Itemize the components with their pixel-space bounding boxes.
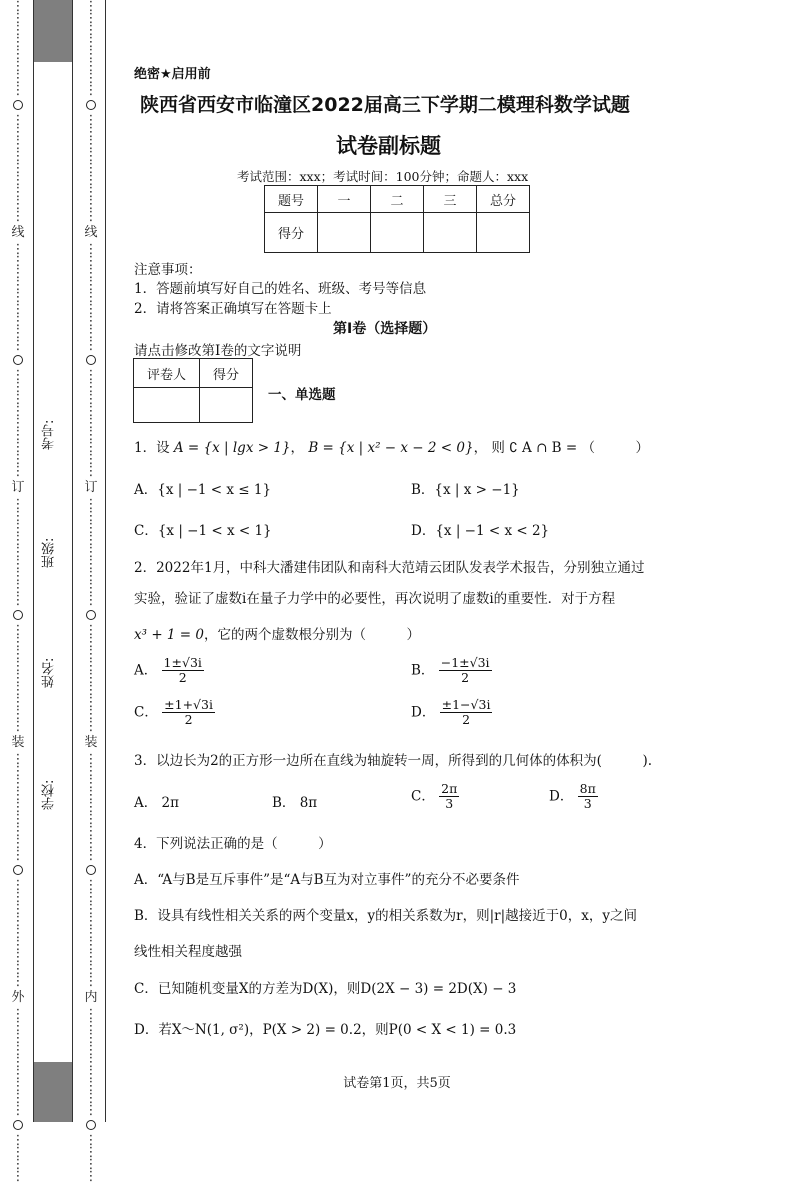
q2-line-2: 实验，验证了虚数i在量子力学中的必要性，再次说明了虚数i的重要性．对于方程 <box>134 591 616 607</box>
field-class[interactable]: 班级: <box>42 537 57 568</box>
dot-mark: ⋮ <box>84 824 98 839</box>
dot-mark: ⋮ <box>11 581 25 596</box>
dot-mark: ⋮ <box>84 440 98 455</box>
exam-subtitle: 试卷副标题 <box>336 134 441 158</box>
option-label: A． <box>134 662 158 679</box>
dot-mark: ⋮ <box>84 962 98 977</box>
dot-mark: ⋮ <box>11 266 25 281</box>
dot-mark: ⋮ <box>11 800 25 815</box>
q2-line-3 <box>134 623 420 643</box>
circle-mark <box>86 355 96 365</box>
dot-mark: ⋮ <box>11 185 25 200</box>
dot-mark: ⋮ <box>11 1091 25 1106</box>
dot-mark: ⋮ <box>84 557 98 572</box>
dot-mark: ⋮ <box>11 404 25 419</box>
dot-mark: ⋮ <box>84 368 98 383</box>
outer-dotted-line <box>11 0 25 1184</box>
field-exam-number[interactable]: 考号: <box>42 419 57 450</box>
binding-mark: 订 <box>84 480 98 495</box>
dot-mark: ⋮ <box>84 683 98 698</box>
dot-mark: ⋮ <box>84 788 98 803</box>
dot-mark: ⋮ <box>84 1007 98 1022</box>
dot-mark: ⋮ <box>11 509 25 524</box>
dot-mark: ⋮ <box>11 1019 25 1034</box>
q4-option-b-cont: 线性相关程度越强 <box>134 944 242 960</box>
q2-option-c[interactable] <box>134 698 215 728</box>
field-name[interactable]: 姓名: <box>42 657 57 688</box>
score-header: 总分 <box>477 186 530 213</box>
dot-mark: ⋮ <box>84 464 98 479</box>
dot-mark: ⋮ <box>11 1145 25 1160</box>
dot-mark: ⋮ <box>11 683 25 698</box>
dot-mark: ⋮ <box>11 452 25 467</box>
score-row-label: 得分 <box>265 213 318 253</box>
dot-mark: ⋮ <box>11 149 25 164</box>
field-school[interactable]: 学校: <box>42 779 57 810</box>
q3-option-a[interactable]: A． 2π <box>134 795 180 811</box>
dot-mark: ⋮ <box>11 623 25 638</box>
dot-mark: ⋮ <box>11 440 25 455</box>
dot-mark: ⋮ <box>11 197 25 212</box>
dot-mark: ⋮ <box>11 1031 25 1046</box>
dot-mark: ⋮ <box>11 428 25 443</box>
page-footer: 试卷第1页，共5页 <box>343 1076 451 1091</box>
dot-mark: ⋮ <box>84 428 98 443</box>
dot-mark: ⋮ <box>84 1067 98 1082</box>
dot-mark: ⋮ <box>11 497 25 512</box>
score-cell[interactable] <box>424 213 477 253</box>
dot-mark: ⋮ <box>11 719 25 734</box>
option-fraction: $\frac{8\pi}{3}$ <box>579 781 596 812</box>
score-cell[interactable] <box>477 213 530 253</box>
dot-mark: ⋮ <box>84 764 98 779</box>
dot-mark: ⋮ <box>84 623 98 638</box>
dot-mark: ⋮ <box>11 1133 25 1148</box>
dot-mark: ⋮ <box>84 497 98 512</box>
inner-dotted-line <box>84 0 98 1184</box>
dot-mark: ⋮ <box>11 59 25 74</box>
dot-mark: ⋮ <box>84 1103 98 1118</box>
circle-mark <box>13 100 23 110</box>
dot-mark: ⋮ <box>84 569 98 584</box>
dot-mark: ⋮ <box>84 137 98 152</box>
binding-mark: 装 <box>11 735 25 750</box>
score-header: 题号 <box>265 186 318 213</box>
q4-stem: 4．下列说法正确的是（ ） <box>134 836 332 852</box>
dot-mark: ⋮ <box>84 659 98 674</box>
q2-equation: x³ + 1 = 0 <box>134 627 204 643</box>
dot-mark: ⋮ <box>84 878 98 893</box>
dot-mark: ⋮ <box>11 368 25 383</box>
q3-option-d[interactable] <box>549 782 598 812</box>
grader-cell[interactable] <box>134 388 200 423</box>
q1-prefix: 1．设 <box>134 440 170 456</box>
circle-mark <box>13 610 23 620</box>
option-label: B． <box>411 662 435 679</box>
inner-border-line <box>72 0 73 1122</box>
q1-ask: 则 ∁ A ∩ B = （ ） <box>491 440 649 456</box>
dot-mark: ⋮ <box>84 266 98 281</box>
dot-mark: ⋮ <box>11 392 25 407</box>
dot-mark: ⋮ <box>84 392 98 407</box>
q4-option-a[interactable]: A．“A与B是互斥事件”是“A与B互为对立事件”的充分不必要条件 <box>134 872 520 888</box>
dot-mark: ⋮ <box>11 23 25 38</box>
q2-ask: ，它的两个虚数根分别为（ ） <box>204 627 420 643</box>
dot-mark: ⋮ <box>11 926 25 941</box>
dot-mark: ⋮ <box>11 695 25 710</box>
dot-mark: ⋮ <box>84 1079 98 1094</box>
dot-mark: ⋮ <box>84 113 98 128</box>
dot-mark: ⋮ <box>11 671 25 686</box>
dot-mark: ⋮ <box>11 938 25 953</box>
dot-mark: ⋮ <box>11 209 25 224</box>
binding-mark: 线 <box>11 225 25 240</box>
q1-option-a[interactable]: A．{x | −1 < x ≤ 1} <box>134 482 272 498</box>
q2-line-1: 2．2022年1月，中科大潘建伟团队和南科大范靖云团队发表学术报告，分别独立通过 <box>134 560 645 576</box>
option-label: D． <box>411 704 436 721</box>
dot-mark: ⋮ <box>84 314 98 329</box>
notes-heading: 注意事项： <box>134 262 202 278</box>
dot-mark: ⋮ <box>84 581 98 596</box>
dot-mark: ⋮ <box>84 776 98 791</box>
q4-option-d[interactable]: D．若X～N(1, σ²)，P(X > 2) = 0.2，则P(0 < X < 1) = 0.3 <box>134 1022 517 1038</box>
dot-mark: ⋮ <box>11 1169 25 1184</box>
dot-mark: ⋮ <box>11 557 25 572</box>
part-title: 一、单选题 <box>268 387 336 403</box>
dot-mark: ⋮ <box>84 890 98 905</box>
q2-option-d[interactable] <box>411 698 492 728</box>
dot-mark: ⋮ <box>11 416 25 431</box>
dot-mark: ⋮ <box>84 812 98 827</box>
dot-mark: ⋮ <box>84 254 98 269</box>
score-header: 三 <box>424 186 477 213</box>
dot-mark: ⋮ <box>84 800 98 815</box>
dot-mark: ⋮ <box>11 47 25 62</box>
dot-mark: ⋮ <box>11 125 25 140</box>
question-1-stem: 1．设 A = {x | lgx > 1}， B = {x | x² − x − 2 < 0}， 则 ∁ A ∩ B = （ ） <box>134 440 649 456</box>
dot-mark: ⋮ <box>84 452 98 467</box>
dot-mark: ⋮ <box>84 848 98 863</box>
dot-mark: ⋮ <box>84 707 98 722</box>
grader-cell[interactable] <box>200 388 253 423</box>
dot-mark: ⋮ <box>11 242 25 257</box>
dot-mark: ⋮ <box>84 209 98 224</box>
circle-mark <box>86 865 96 875</box>
dot-mark: ⋮ <box>84 938 98 953</box>
circle-mark <box>86 610 96 620</box>
score-header: 一 <box>318 186 371 213</box>
dot-mark: ⋮ <box>11 35 25 50</box>
option-label: C． <box>134 704 158 721</box>
dot-mark: ⋮ <box>11 11 25 26</box>
dot-mark: ⋮ <box>84 1043 98 1058</box>
dot-mark: ⋮ <box>84 1169 98 1184</box>
dot-mark: ⋮ <box>11 1067 25 1082</box>
dot-mark: ⋮ <box>11 788 25 803</box>
dot-mark: ⋮ <box>11 890 25 905</box>
dot-mark: ⋮ <box>84 509 98 524</box>
dot-mark: ⋮ <box>84 380 98 395</box>
dot-mark: ⋮ <box>11 974 25 989</box>
option-label: D． <box>549 788 574 805</box>
score-table <box>264 185 530 253</box>
q2-option-b[interactable] <box>411 656 492 686</box>
q2-option-a[interactable] <box>134 656 204 686</box>
outer-border-line <box>33 0 34 1122</box>
dot-mark: ⋮ <box>11 878 25 893</box>
q1-set-b: B = {x | x² − x − 2 < 0} <box>308 440 474 456</box>
dot-mark: ⋮ <box>84 0 98 14</box>
binding-mark: 线 <box>84 225 98 240</box>
dot-mark: ⋮ <box>84 1145 98 1160</box>
dot-mark: ⋮ <box>84 752 98 767</box>
dot-mark: ⋮ <box>84 593 98 608</box>
dot-mark: ⋮ <box>11 161 25 176</box>
binding-mark: 订 <box>11 480 25 495</box>
dot-mark: ⋮ <box>84 671 98 686</box>
dot-mark: ⋮ <box>84 59 98 74</box>
dot-mark: ⋮ <box>11 464 25 479</box>
dot-mark: ⋮ <box>84 35 98 50</box>
section1-instruction: 请点击修改第I卷的文字说明 <box>134 343 302 359</box>
section1-title: 第I卷（选择题） <box>333 321 437 337</box>
dot-mark: ⋮ <box>11 1055 25 1070</box>
q3-option-b[interactable]: B． 8π <box>272 795 318 811</box>
binding-mark: 内 <box>84 990 98 1005</box>
dot-mark: ⋮ <box>84 1091 98 1106</box>
dot-mark: ⋮ <box>11 824 25 839</box>
dot-mark: ⋮ <box>84 290 98 305</box>
dot-mark: ⋮ <box>84 914 98 929</box>
q1-option-b[interactable]: B．{x | x > −1} <box>411 482 520 498</box>
dot-mark: ⋮ <box>11 533 25 548</box>
dot-mark: ⋮ <box>84 11 98 26</box>
dot-mark: ⋮ <box>11 776 25 791</box>
dot-mark: ⋮ <box>11 962 25 977</box>
dot-mark: ⋮ <box>11 950 25 965</box>
dot-mark: ⋮ <box>11 1043 25 1058</box>
option-fraction: $\frac{\pm 1-√3i}{2}$ <box>441 697 491 728</box>
dot-mark: ⋮ <box>11 647 25 662</box>
q1-option-d[interactable]: D．{x | −1 < x < 2} <box>411 523 550 539</box>
exam-info: 考试范围：xxx；考试时间：100分钟；命题人：xxx <box>237 169 529 184</box>
dot-mark: ⋮ <box>11 314 25 329</box>
option-fraction: $\frac{\pm 1+√3i}{2}$ <box>164 697 213 728</box>
dot-mark: ⋮ <box>11 902 25 917</box>
dot-mark: ⋮ <box>11 0 25 14</box>
dot-mark: ⋮ <box>11 338 25 353</box>
dot-mark: ⋮ <box>84 647 98 662</box>
dot-mark: ⋮ <box>11 569 25 584</box>
dot-mark: ⋮ <box>11 593 25 608</box>
dot-mark: ⋮ <box>11 752 25 767</box>
dot-mark: ⋮ <box>84 719 98 734</box>
dot-mark: ⋮ <box>11 254 25 269</box>
dot-mark: ⋮ <box>84 1019 98 1034</box>
grader-header: 评卷人 <box>134 359 200 388</box>
dot-mark: ⋮ <box>84 974 98 989</box>
dot-mark: ⋮ <box>11 659 25 674</box>
dot-mark: ⋮ <box>11 302 25 317</box>
option-label: C． <box>411 788 435 805</box>
dot-mark: ⋮ <box>84 635 98 650</box>
score-cell[interactable] <box>318 213 371 253</box>
q4-option-b[interactable]: B．设具有线性相关关系的两个变量x，y的相关系数为r，则|r|越接近于0，x，y之间 <box>134 908 637 924</box>
exam-title: 陕西省西安市临潼区2022届高三下学期二模理科数学试题 <box>140 94 630 116</box>
dot-mark: ⋮ <box>84 242 98 257</box>
dot-mark: ⋮ <box>11 1007 25 1022</box>
q4-option-c[interactable]: C．已知随机变量X的方差为D(X)，则D(2X − 3) = 2D(X) − 3 <box>134 981 517 997</box>
q1-option-c[interactable]: C．{x | −1 < x < 1} <box>134 523 272 539</box>
dot-mark: ⋮ <box>84 521 98 536</box>
dot-mark: ⋮ <box>11 707 25 722</box>
binding-mark: 外 <box>11 990 25 1005</box>
note-item: 1．答题前填写好自己的姓名、班级、考号等信息 <box>134 281 427 297</box>
dot-mark: ⋮ <box>84 404 98 419</box>
dot-mark: ⋮ <box>11 137 25 152</box>
dot-mark: ⋮ <box>11 71 25 86</box>
note-item: 2．请将答案正确填写在答题卡上 <box>134 301 332 317</box>
dot-mark: ⋮ <box>84 326 98 341</box>
dot-mark: ⋮ <box>84 926 98 941</box>
dot-mark: ⋮ <box>11 1157 25 1172</box>
option-fraction: $\frac{2\pi}{3}$ <box>441 781 458 812</box>
dot-mark: ⋮ <box>11 914 25 929</box>
dot-mark: ⋮ <box>84 173 98 188</box>
dot-mark: ⋮ <box>11 83 25 98</box>
dot-mark: ⋮ <box>84 533 98 548</box>
dot-mark: ⋮ <box>84 149 98 164</box>
dot-mark: ⋮ <box>11 113 25 128</box>
dot-mark: ⋮ <box>11 635 25 650</box>
dot-mark: ⋮ <box>84 161 98 176</box>
dot-mark: ⋮ <box>84 1055 98 1070</box>
binding-mark: 装 <box>84 735 98 750</box>
circle-mark <box>13 355 23 365</box>
dot-mark: ⋮ <box>84 278 98 293</box>
dot-mark: ⋮ <box>84 1133 98 1148</box>
dot-mark: ⋮ <box>11 812 25 827</box>
grader-header: 得分 <box>200 359 253 388</box>
dot-mark: ⋮ <box>84 545 98 560</box>
score-cell[interactable] <box>371 213 424 253</box>
dot-mark: ⋮ <box>84 71 98 86</box>
dot-mark: ⋮ <box>84 902 98 917</box>
dot-mark: ⋮ <box>84 185 98 200</box>
dot-mark: ⋮ <box>84 197 98 212</box>
dot-mark: ⋮ <box>84 1157 98 1172</box>
grader-table <box>133 358 253 423</box>
content-border-line <box>105 0 106 1122</box>
dot-mark: ⋮ <box>11 173 25 188</box>
circle-mark <box>86 100 96 110</box>
dot-mark: ⋮ <box>84 125 98 140</box>
circle-mark <box>13 865 23 875</box>
dot-mark: ⋮ <box>84 950 98 965</box>
dot-mark: ⋮ <box>11 380 25 395</box>
dot-mark: ⋮ <box>84 23 98 38</box>
dot-mark: ⋮ <box>84 836 98 851</box>
dot-mark: ⋮ <box>84 695 98 710</box>
option-fraction: $\frac{-1\pm√3i}{2}$ <box>440 655 490 686</box>
dot-mark: ⋮ <box>84 416 98 431</box>
dot-mark: ⋮ <box>84 83 98 98</box>
dot-mark: ⋮ <box>11 836 25 851</box>
dot-mark: ⋮ <box>84 302 98 317</box>
dot-mark: ⋮ <box>84 338 98 353</box>
dot-mark: ⋮ <box>84 1031 98 1046</box>
dot-mark: ⋮ <box>11 290 25 305</box>
dot-mark: ⋮ <box>84 47 98 62</box>
q3-stem: 3．以边长为2的正方形一边所在直线为轴旋转一周，所得到的几何体的体积为( ). <box>134 753 653 769</box>
dot-mark: ⋮ <box>11 1103 25 1118</box>
dot-mark: ⋮ <box>11 848 25 863</box>
q1-set-a: A = {x | lgx > 1} <box>173 440 291 456</box>
dot-mark: ⋮ <box>11 278 25 293</box>
dot-mark: ⋮ <box>11 545 25 560</box>
score-header: 二 <box>371 186 424 213</box>
dot-mark: ⋮ <box>11 1079 25 1094</box>
dot-mark: ⋮ <box>11 326 25 341</box>
dot-mark: ⋮ <box>11 764 25 779</box>
secret-mark: 绝密★启用前 <box>134 67 211 82</box>
option-fraction: $\frac{1\pm√3i}{2}$ <box>163 655 202 686</box>
q3-option-c[interactable] <box>411 782 459 812</box>
dot-mark: ⋮ <box>11 521 25 536</box>
top-gray-block <box>34 0 72 62</box>
bottom-gray-block <box>34 1062 72 1122</box>
